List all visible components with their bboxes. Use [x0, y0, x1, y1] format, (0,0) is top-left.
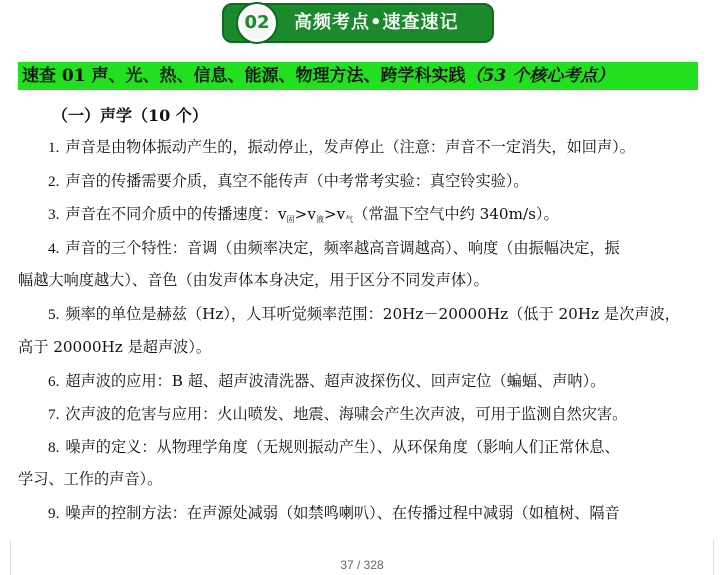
list-item — [48, 165, 529, 198]
speed-liquid: $v_液$ — [307, 205, 324, 224]
section-banner — [222, 3, 494, 43]
section-count: （53 个核心考点） — [465, 66, 615, 86]
item-number: 2. — [48, 173, 60, 190]
item-number: 3. — [48, 206, 60, 223]
item-text: 声音是由物体振动产生的，振动停止，发声停止（注意：声音不一定消失，如回声）。 — [65, 138, 635, 156]
item-text-line1: 频率的单位是赫兹（Hz），人耳听觉频率范围：20Hz－20000Hz（低于 20Hz 是次声波， — [65, 305, 680, 323]
item-number: 6. — [48, 373, 60, 390]
list-item — [48, 131, 635, 164]
item-number: 5. — [48, 306, 60, 323]
speed-gas: $v_气$ — [336, 205, 354, 224]
speed-solid: $v_固$ — [278, 205, 295, 224]
item-text: 次声波的危害与应用：火山喷发、地震、海啸会产生次声波，可用于监测自然灾害。 — [65, 405, 628, 423]
banner-title: 高频考点•速查速记 — [294, 12, 459, 33]
item-text-line1: 噪声的定义：从物理学角度（无规则振动产生）、从环保角度（影响人们正常休息、 — [65, 438, 620, 456]
list-item — [48, 198, 559, 236]
section-number-badge: 02 — [238, 4, 276, 42]
item-number: 8. — [48, 439, 60, 456]
list-item — [48, 431, 620, 464]
item-text-line1: 声音的三个特性：音调（由频率决定，频率越高音调越高）、响度（由振幅决定，振 — [65, 239, 620, 257]
item-text-after: （常温下空气中约 340m/s）。 — [353, 205, 559, 223]
section-header-bar — [18, 62, 698, 90]
greater-than-sign: > — [294, 205, 308, 223]
list-item — [48, 398, 627, 431]
list-item-continuation: 学习、工作的声音）。 — [18, 470, 163, 488]
subsection-heading: （一）声学（10 个） — [52, 106, 208, 125]
item-text: 超声波的应用：B 超、超声波清洗器、超声波探伤仪、回声定位（蝙蝠、声呐）。 — [65, 372, 606, 390]
greater-than-sign: > — [323, 205, 337, 223]
item-number: 4. — [48, 240, 60, 257]
list-item — [48, 298, 680, 331]
item-text: 声音的传播需要介质，真空不能传声（中考常考实验：真空铃实验）。 — [65, 172, 529, 190]
item-number: 1. — [48, 139, 60, 156]
section-title-text: 速查 01 声、光、热、信息、能源、物理方法、跨学科实践 — [22, 66, 466, 86]
section-title — [22, 62, 614, 90]
list-item-continuation: 幅越大响度越大）、音色（由发声体本身决定，用于区分不同发声体）。 — [18, 271, 489, 289]
page-number: 37 / 328 — [340, 558, 384, 572]
item-number: 7. — [48, 406, 60, 423]
item-text: 声音在不同介质中的传播速度： — [65, 205, 279, 223]
list-item-continuation: 高于 20000Hz 是超声波）。 — [18, 338, 212, 356]
item-text: 噪声的控制方法：在声源处减弱（如禁鸣喇叭）、在传播过程中减弱（如植树、隔音 — [65, 504, 620, 522]
list-item — [48, 497, 620, 530]
list-item — [48, 365, 605, 398]
item-number: 9. — [48, 505, 60, 522]
list-item — [48, 232, 620, 265]
